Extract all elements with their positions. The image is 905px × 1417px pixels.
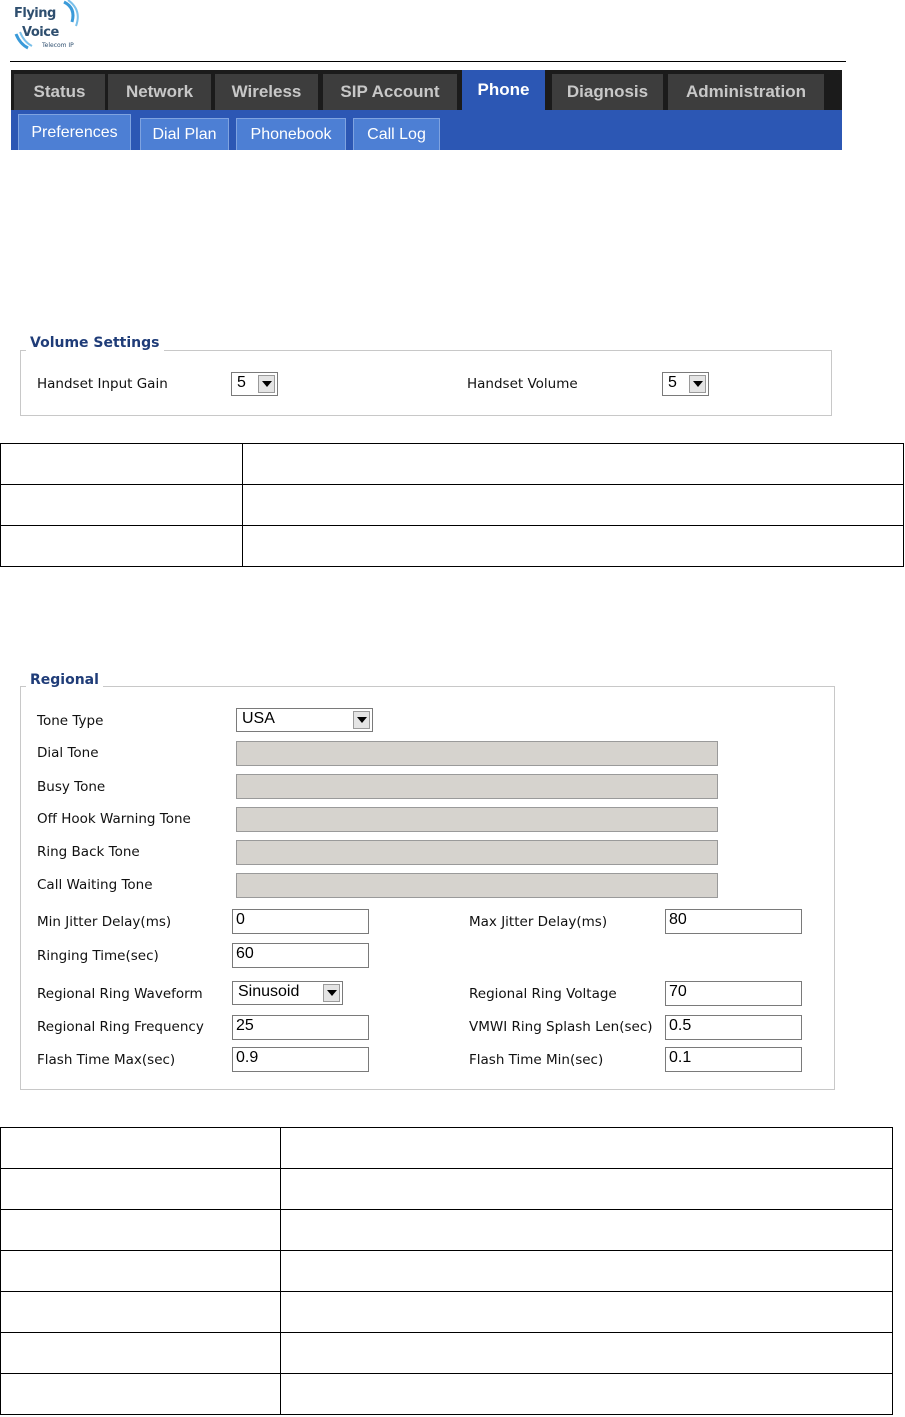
ring-back-tone-input[interactable]	[236, 840, 718, 865]
subtab-phonebook[interactable]: Phonebook	[236, 118, 346, 150]
chevron-down-icon	[258, 375, 275, 393]
dial-tone-label: Dial Tone	[37, 745, 99, 761]
handset-volume-label: Handset Volume	[467, 376, 578, 392]
busy-tone-label: Busy Tone	[37, 779, 106, 795]
ring-back-tone-label: Ring Back Tone	[37, 844, 140, 860]
volume-description-table	[0, 443, 904, 567]
dial-tone-input[interactable]	[236, 741, 718, 766]
subtab-preferences[interactable]: Preferences	[18, 114, 131, 150]
chevron-down-icon	[323, 984, 340, 1002]
tone-type-select[interactable]: USA	[236, 708, 373, 732]
table-row	[1, 1292, 893, 1333]
flying-voice-logo	[14, 0, 86, 56]
sub-nav	[11, 110, 842, 150]
vmwi-ring-splash-len-input[interactable]: 0.5	[665, 1015, 802, 1040]
header-divider	[10, 61, 846, 62]
off-hook-warning-tone-label: Off Hook Warning Tone	[37, 811, 191, 827]
tab-wireless[interactable]: Wireless	[215, 74, 318, 110]
table-row	[1, 485, 904, 526]
call-waiting-tone-input[interactable]	[236, 873, 718, 898]
table-row	[1, 1169, 893, 1210]
flash-time-max-label: Flash Time Max(sec)	[37, 1052, 176, 1068]
off-hook-warning-tone-input[interactable]	[236, 807, 718, 832]
min-jitter-delay-input[interactable]: 0	[232, 909, 369, 934]
table-row	[1, 1210, 893, 1251]
regional-ring-frequency-input[interactable]: 25	[232, 1015, 369, 1040]
handset-input-gain-select[interactable]: 5	[231, 372, 278, 396]
subtab-call-log[interactable]: Call Log	[353, 118, 440, 150]
table-row	[1, 526, 904, 567]
main-nav	[11, 70, 842, 110]
logo-tagline: Telecom IP	[42, 42, 74, 49]
regional-ring-waveform-select[interactable]: Sinusoid	[232, 981, 343, 1005]
flash-time-max-input[interactable]: 0.9	[232, 1047, 369, 1072]
flash-time-min-input[interactable]: 0.1	[665, 1047, 802, 1072]
ringing-time-input[interactable]: 60	[232, 943, 369, 968]
regional-description-table	[0, 1127, 893, 1415]
tab-administration[interactable]: Administration	[668, 74, 824, 110]
subtab-dial-plan[interactable]: Dial Plan	[140, 118, 229, 150]
tab-phone[interactable]: Phone	[462, 70, 545, 110]
regional-legend: Regional	[26, 672, 103, 688]
regional-ring-voltage-input[interactable]: 70	[665, 981, 802, 1006]
handset-volume-select[interactable]: 5	[662, 372, 709, 396]
table-row	[1, 1333, 893, 1374]
call-waiting-tone-label: Call Waiting Tone	[37, 877, 153, 893]
logo-text-line1: Flying	[14, 6, 56, 21]
busy-tone-input[interactable]	[236, 774, 718, 799]
min-jitter-delay-label: Min Jitter Delay(ms)	[37, 914, 172, 930]
table-row	[1, 1128, 893, 1169]
tab-sip-account[interactable]: SIP Account	[323, 74, 457, 110]
table-row	[1, 1374, 893, 1415]
tab-diagnosis[interactable]: Diagnosis	[552, 74, 663, 110]
regional-ring-waveform-label: Regional Ring Waveform	[37, 986, 203, 1002]
table-row	[1, 444, 904, 485]
max-jitter-delay-input[interactable]: 80	[665, 909, 802, 934]
chevron-down-icon	[353, 711, 370, 729]
vmwi-ring-splash-len-label: VMWI Ring Splash Len(sec)	[469, 1019, 653, 1035]
regional-ring-frequency-label: Regional Ring Frequency	[37, 1019, 204, 1035]
regional-ring-voltage-label: Regional Ring Voltage	[469, 986, 617, 1002]
ringing-time-label: Ringing Time(sec)	[37, 948, 159, 964]
handset-input-gain-label: Handset Input Gain	[37, 376, 168, 392]
flash-time-min-label: Flash Time Min(sec)	[469, 1052, 604, 1068]
tone-type-label: Tone Type	[37, 713, 104, 729]
volume-settings-legend: Volume Settings	[26, 335, 164, 351]
tab-network[interactable]: Network	[108, 74, 211, 110]
logo-text-line2: Voice	[22, 25, 59, 40]
table-row	[1, 1251, 893, 1292]
chevron-down-icon	[689, 375, 706, 393]
max-jitter-delay-label: Max Jitter Delay(ms)	[469, 914, 608, 930]
tab-status[interactable]: Status	[14, 74, 105, 110]
